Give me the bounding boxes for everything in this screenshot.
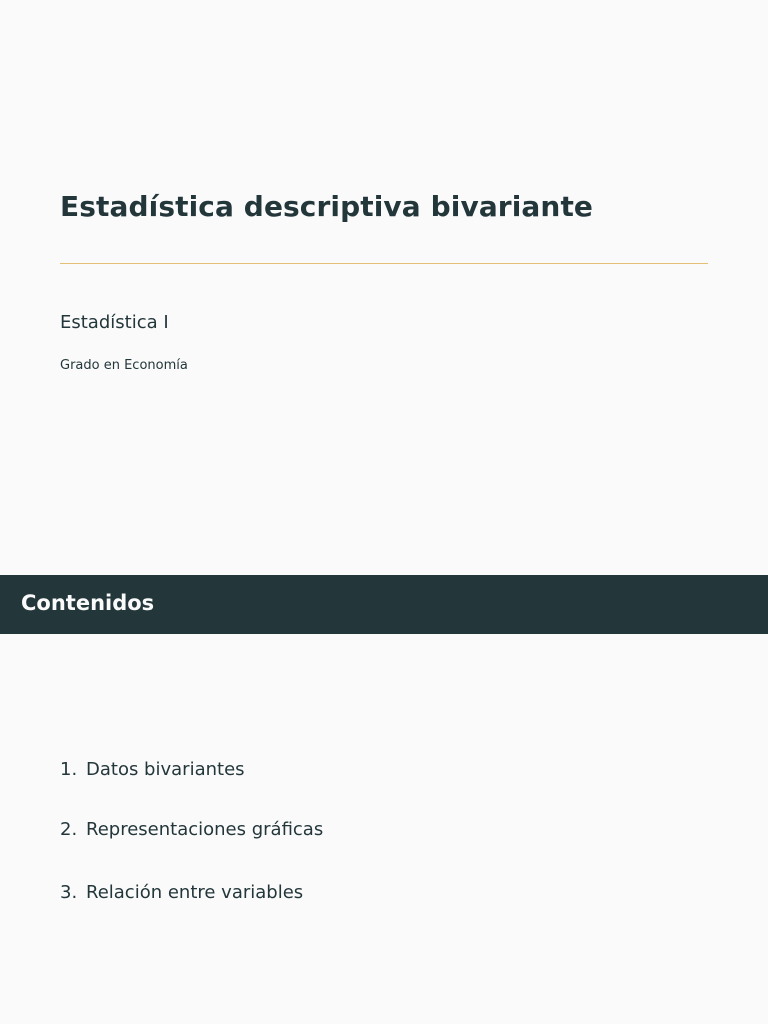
toc-item-number: 3. <box>60 882 78 903</box>
toc-item[interactable] <box>60 758 323 788</box>
presentation-subtitle: Estadística I <box>60 312 169 333</box>
toc-item-label: Datos bivariantes <box>86 759 245 780</box>
presentation-institute: Grado en Economía <box>60 358 188 373</box>
toc-item-number: 2. <box>60 819 78 840</box>
frame-title-bar <box>0 575 768 634</box>
toc-item-number: 1. <box>60 759 78 780</box>
toc-item-label: Relación entre variables <box>86 882 304 903</box>
toc-item-label: Representaciones gráficas <box>86 819 324 840</box>
contents-slide <box>0 575 768 1024</box>
title-separator-rule <box>60 263 708 264</box>
presentation-title: Estadística descriptiva bivariante <box>60 190 594 223</box>
toc-item[interactable] <box>60 881 323 911</box>
toc-item[interactable] <box>60 818 323 848</box>
frame-title: Contenidos <box>21 591 155 615</box>
table-of-contents <box>60 758 323 911</box>
